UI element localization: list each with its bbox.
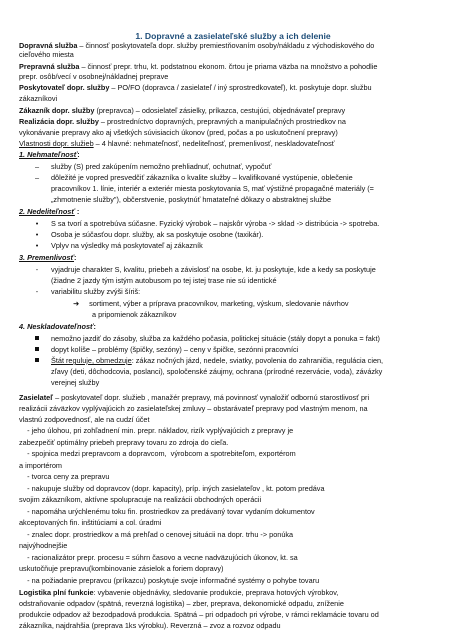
list-item: - variabilitu služby zvýši šíriš: bbox=[35, 287, 141, 296]
para-line: svojim zákazníkom, aktívne spolupracuje na realizácii obchodných operácii bbox=[19, 495, 262, 504]
section-heading-text: 2. Nedeliteľnosť bbox=[19, 207, 75, 216]
list-item-text: sortiment, výber a príprava pracovníkov, marketing, výskum, sledovanie návrhov bbox=[89, 299, 349, 308]
def-line bbox=[19, 41, 374, 50]
def-term: Zákazník dopr. služby bbox=[19, 106, 95, 115]
list-item: • Osoba je súčasťou dopr. služby, ak sa poskytuje osobne (taxikár). bbox=[35, 230, 264, 239]
page-title: 1. Dopravné a zasielateľské služby a ich delenie bbox=[135, 31, 331, 41]
arrow-icon: ➜ bbox=[73, 299, 80, 308]
list-item-text: : zákaz nočných jázd, nedele, sviatky, povolenia do zahraničia, regulácia cien, bbox=[131, 356, 384, 365]
para-line: uskutočňuje prepravu(kombinovanie zásielok a foriem dopravy) bbox=[19, 564, 224, 573]
para-line: zabezpečiť optimálny priebeh prepravy tovaru zo zdroja do cieľa. bbox=[19, 438, 229, 447]
para-line: zákazníka, najdrahšia (preprava 1ks výrobku). Reverzná – zvoz a rozvoz odpadu bbox=[19, 621, 281, 630]
list-item-text: dopyt kolíše – problémy (špičky, sezóny) – ceny v špičke, sezónni pracovníci bbox=[51, 345, 299, 354]
sub-list-item bbox=[73, 299, 349, 308]
section-heading: 2. Nedeliteľnosť : bbox=[19, 207, 80, 216]
list-item-text: dôležité je vopred presvedčiť zákazníka o kvalite služby – kvalifikované vystúpenie, oblečenie bbox=[51, 173, 353, 182]
list-item: – dôležité je vopred presvedčiť zákazníka o kvalite služby – kvalifikované vystúpenie, oblečenie bbox=[35, 173, 353, 182]
def-text: – 4 hlavné: nehmateľnosť, nedeliteľnosť, premenlivosť, neskladovateľnosť bbox=[93, 139, 335, 148]
list-item bbox=[35, 334, 380, 343]
section-heading: 1. Nehmateľnosť: bbox=[19, 150, 80, 159]
square-bullet-icon bbox=[35, 358, 39, 362]
def-text: (prepravca) – odosielateľ zásielky, príkazca, cestujúci, objednávateľ prepravy bbox=[94, 106, 346, 115]
para-line: - racionalizátor prepr. procesu = súhrn časovo a vecne nadväzujúcich úkonov, kt. sa bbox=[19, 553, 298, 562]
para-line: vlastnú zodpovednosť, ale na cudzí účet bbox=[19, 415, 150, 424]
para-term: Zasielateľ bbox=[19, 393, 54, 402]
para-line: odstraňovanie odpadov (spätná, reverzná logistika) – zber, preprava, dekonomické odpadu, zníženie bbox=[19, 599, 344, 608]
def-text: – prostredníctvo dopravných, prepravných a manipulačných prostriedkov na bbox=[98, 117, 346, 126]
para-line: - spojnica medzi prepravcom a dopravcom, výrobcom a spotrebiteľom, exportérom bbox=[19, 449, 296, 458]
def-line bbox=[19, 106, 345, 115]
list-item: – služby (S) pred zakúpením nemožno prehliadnuť, ochutnať, vypočuť bbox=[35, 162, 272, 171]
list-item-continuation: pracovníkov 1. línie, interiér a exteriér miesta poskytovania S, mať výstižné propagačné materiály (= bbox=[51, 184, 374, 193]
para-line bbox=[19, 588, 338, 597]
section-heading: 3. Premenlivosť: bbox=[19, 253, 77, 262]
para-line: produkcie odpadov až bezodpadová produkcia. Spätná – pri odpadoch pri výrobe, v rámci reklamácie tovaru od bbox=[19, 610, 379, 619]
list-item-text: Osoba je súčasťou dopr. služby, ak sa poskytuje osobne (taxikár). bbox=[51, 230, 264, 239]
def-term: Prepravná služba bbox=[19, 62, 80, 71]
para-line: - napomáha urýchlenému toku fin. prostriedkov za predávaný tovar vydaním dokumentov bbox=[19, 507, 315, 516]
para-text: – poskytovateľ dopr. služieb , manažér prepravy, má povinnosť vynaložiť odbornú starostlivosť pri bbox=[53, 393, 370, 402]
para-term: Logistika plní funkcie bbox=[19, 588, 94, 597]
def-text: zákazníkovi bbox=[19, 94, 58, 103]
list-item-text: Vplyv na výsledky má poskytovateľ aj zákazník bbox=[51, 241, 203, 250]
def-line bbox=[19, 83, 372, 92]
para-line: - jeho úlohou, pri zohľadnení min. prepr. nákladov, rizík vyplývajúcich z prepravy je bbox=[19, 426, 294, 435]
def-line bbox=[19, 50, 74, 59]
def-text: cieľového miesta bbox=[19, 50, 74, 59]
para-line: realizácii záväzkov vyplývajúcich zo zasielateľskej zmluvy – obstarávateľ prepravy pod vlastným menom, na bbox=[19, 404, 368, 413]
def-line bbox=[19, 62, 377, 71]
list-item bbox=[35, 345, 298, 354]
list-item-text: S sa tvorí a spotrebúva súčasne. Fyzický výrobok – najskôr výroba -> sklad -> distribúcia -> spotreba. bbox=[51, 219, 380, 228]
def-term: Vlastnosti dopr. služieb bbox=[19, 139, 94, 148]
list-item-text: služby (S) pred zakúpením nemožno prehliadnuť, ochutnať, vypočuť bbox=[51, 162, 272, 171]
def-line bbox=[19, 128, 338, 137]
para-line: akceptovaných fin. inštitúciami a col. úradmi bbox=[19, 518, 162, 527]
list-item bbox=[35, 356, 383, 365]
list-item-continuation: „zhmotnenie služby"), občerstvenie, poskytnúť hmatateľné dôkazy o abstraktnej službe bbox=[51, 195, 332, 204]
def-text: vykonávanie prepravy ako aj všetkých súvisiacich úkonov (pred, počas a po uskutočnení prepravy) bbox=[19, 128, 338, 137]
list-item-text: nemožno jazdiť do zásoby, služba za každého počasia, politickej situácie (stály dopyt a ponuka = fakt) bbox=[51, 334, 380, 343]
list-item-continuation: a pripomienok zákazníkov bbox=[92, 310, 177, 319]
section-heading-text: 1. Nehmateľnosť bbox=[19, 150, 78, 159]
def-term: Realizácia dopr. služby bbox=[19, 117, 99, 126]
def-text: – PO/FO (dopravca / zasielateľ / iný sprostredkovateľ), kt. poskytuje dopr. službu bbox=[109, 83, 372, 92]
def-text: – činnosť poskytovateľa dopr. služby premiestňovaním osoby/nákladu z východiskového do bbox=[77, 41, 375, 50]
def-text: – činnosť prepr. trhu, kt. podstatnou ekonom. črtou je priama väzba na množstvo a pohodlie bbox=[79, 62, 378, 71]
def-term: Poskytovateľ dopr. služby bbox=[19, 83, 110, 92]
square-bullet-icon bbox=[35, 336, 39, 340]
section-heading-text: 4. Neskladovateľnosť bbox=[19, 322, 94, 331]
para-line: - na požiadanie prepravcu (príkazcu) poskytuje svoje informačné systémy o pohybe tovaru bbox=[19, 576, 320, 585]
list-item-continuation: (žiadne 2 jazdy tým istým autobusom po tej istej trase nie sú identické bbox=[51, 276, 277, 285]
list-item: - vyjadruje charakter S, kvalitu, priebeh a závislosť na osobe, kt. ju poskytuje, kde a kedy sa poskytuje bbox=[35, 265, 376, 274]
list-item: • S sa tvorí a spotrebúva súčasne. Fyzický výrobok – najskôr výroba -> sklad -> distribúcia -> spotreba. bbox=[35, 219, 380, 228]
square-bullet-icon bbox=[35, 347, 39, 351]
section-heading: 4. Neskladovateľnosť: bbox=[19, 322, 96, 331]
section-heading-text: 3. Premenlivosť bbox=[19, 253, 75, 262]
para-text: : vybavenie objednávky, sledovanie produkcie, preprava hotových výrobkov, bbox=[93, 588, 339, 597]
para-line bbox=[19, 393, 369, 402]
def-term: Dopravná služba bbox=[19, 41, 78, 50]
list-item-continuation: zľavy (deti, dôchodcovia, poslanci), spoločenské záujmy, ochrana (prírodné rezervácie, voda), závázky bbox=[51, 367, 383, 376]
def-line bbox=[19, 139, 334, 148]
def-line bbox=[19, 94, 57, 103]
list-item-continuation: verejnej služby bbox=[51, 378, 100, 387]
para-line: najvýhodnejšie bbox=[19, 541, 68, 550]
list-item-text: vyjadruje charakter S, kvalitu, priebeh a závislosť na osobe, kt. ju poskytuje, kde a kedy sa poskytuje bbox=[51, 265, 376, 274]
def-line bbox=[19, 72, 168, 81]
list-item-text: Štát reguluje, obmedzuje bbox=[51, 356, 132, 365]
def-text: prepr. osôb/vecí v osobnej/nákladnej preprave bbox=[19, 72, 169, 81]
list-item: • Vplyv na výsledky má poskytovateľ aj zákazník bbox=[35, 241, 203, 250]
def-line bbox=[19, 117, 346, 126]
para-line: a importérom bbox=[19, 461, 62, 470]
list-item-text: variabilitu služby zvýši šíriš: bbox=[51, 287, 141, 296]
para-line: - znalec dopr. prostriedkov a má prehľad o cenovej situácii na dopr. trhu -> ponúka bbox=[19, 530, 294, 539]
para-line: - tvorca ceny za prepravu bbox=[19, 472, 110, 481]
para-line: - nakupuje služby od dopravcov (dopr. kapacity), príp. iných zasielateľov , kt. potom predáva bbox=[19, 484, 325, 493]
